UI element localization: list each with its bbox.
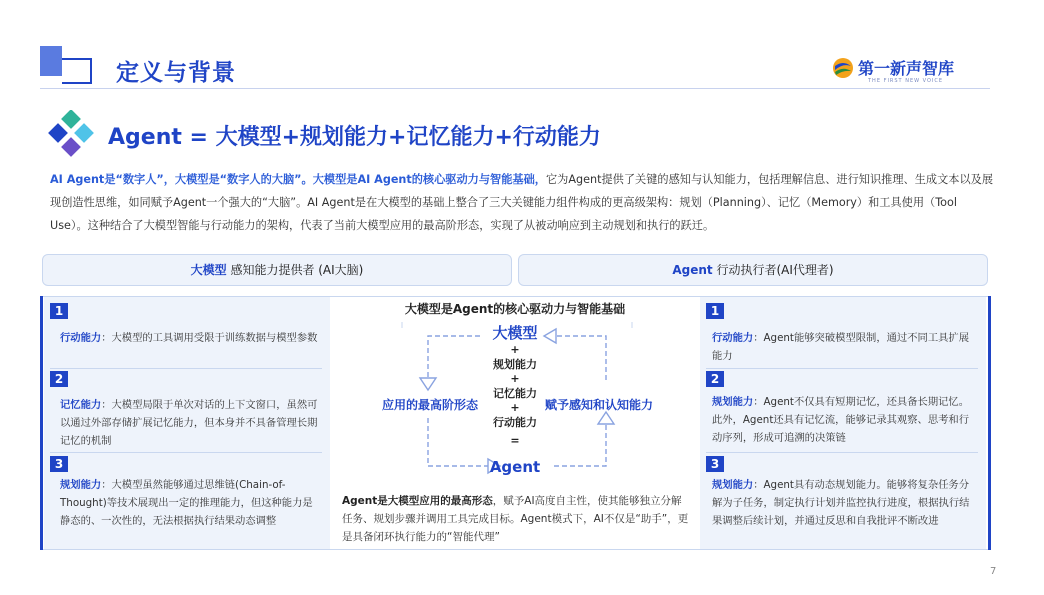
right-cycle-label: 赋予感知和认知能力 [545,398,654,412]
llm-role-key: 大模型 [190,263,227,277]
llm-point-1 [60,329,320,347]
agent-point-2-number: 2 [706,371,724,387]
agent-point-1-number: 1 [706,303,724,319]
llm-point-2 [60,396,320,450]
stack-plus-2: + [510,372,520,385]
brand-logo-icon [832,57,854,79]
agent-point-3-text: ：Agent具有动态规划能力。能够将复杂任务分解为子任务，制定执行计划并监控执行进度，根据执行结果调整后续计划，并通过反思和自我批评不断改进 [712,479,970,527]
agent-separator-2 [706,452,978,453]
stack-plus-1: + [510,343,520,356]
llm-role-bar [42,254,512,286]
agent-summary-bold: Agent是大模型应用的最高形态 [342,495,493,507]
header-decoration-bracket [62,58,92,84]
brand-subtitle: THE FIRST NEW VOICE [868,78,944,84]
agent-point-2-text: ：Agent不仅具有短期记忆，还具备长期记忆。此外，Agent还具有记忆流，能够记录其观察、思考和行动序列，形成可追溯的决策链 [712,396,970,444]
llm-role-text: 感知能力提供者 (AI大脑) [226,263,364,277]
agent-point-1 [712,329,976,365]
llm-point-1-text: ：大模型的工具调用受限于训练数据与模型参数 [101,332,318,344]
header-divider [40,88,990,89]
agent-summary [342,492,690,546]
llm-point-2-key: 记忆能力 [60,399,102,411]
diamond-cluster-icon [46,110,98,160]
llm-point-2-text: ：大模型局限于单次对话的上下文窗口，虽然可以通过外部存储扩展记忆能力，但本身并不具备管理长期记忆的机制 [60,399,318,447]
agent-point-3-key: 规划能力 [712,479,754,491]
stack-memory: 记忆能力 [493,387,537,400]
agent-summary-text: ，赋予AI高度自主性，使其能够独立分解任务、规划步骤并调用工具完成目标。Agent模式下，AI不仅是“助手”，更是具备闭环执行能力的“智能代理” [342,495,689,543]
page-number: 7 [990,566,997,577]
brand-name: 第一新声智库 [858,59,955,78]
llm-point-1-number: 1 [50,303,68,319]
stack-agent: Agent [489,458,541,476]
intro-highlight: AI Agent是“数字人”，大模型是“数字人的大脑”。大模型是AI Agent的核心驱动力与智能基础， [50,173,546,186]
formula-stack [470,322,560,447]
intro-body: 它为Agent提供了关键的感知与认知能力，包括理解信息、进行知识推理、生成文本以及展现创造性思维，如同赋予Agent一个强大的“大脑”。AI Agent是在大模型的基础上整合了三大关键能力组件构成的更高级架构：规划（Planning）、记忆（Memory）和工具使用（Tool Use）。这种结合了大模型智能与行动能力的架构，代表了当前大模型应用的最高阶形态，实现了从被动响应到主动规划和执行的跃迁。 [50,173,994,232]
frame-left-accent [40,296,43,550]
stack-llm: 大模型 [492,324,538,342]
llm-point-3 [60,476,320,530]
llm-point-1-key: 行动能力 [60,332,102,344]
frame-right-accent [988,296,991,550]
agent-point-3 [712,476,976,530]
page-title: 定义与背景 [116,60,236,86]
agent-point-1-text: ：Agent能够突破模型限制，通过不同工具扩展能力 [712,332,970,362]
header-decoration-block [40,46,62,76]
llm-point-2-number: 2 [50,371,68,387]
llm-point-3-key: 规划能力 [60,479,102,491]
center-title: 大模型是Agent的核心驱动力与智能基础 [404,302,626,316]
llm-separator-2 [50,452,322,453]
agent-point-1-key: 行动能力 [712,332,754,344]
stack-equals: = [510,434,520,447]
agent-point-2 [712,393,976,447]
agent-separator-1 [706,368,978,369]
left-cycle-label: 应用的最高阶形态 [382,398,479,412]
agent-role-bar [518,254,988,286]
agent-point-3-number: 3 [706,456,724,472]
stack-planning: 规划能力 [493,358,537,371]
stack-action: 行动能力 [493,416,537,429]
intro-paragraph [50,168,994,237]
frame-bottom [40,549,991,550]
headline-formula: Agent = 大模型+规划能力+记忆能力+行动能力 [108,125,601,150]
llm-separator-1 [50,368,322,369]
agent-role-key: Agent [672,263,713,277]
llm-point-3-text: ：大模型虽然能够通过思维链(Chain-of-Thought)等技术展现出一定的推理能力，但这种能力是静态的、一次性的，无法根据执行结果动态调整 [60,479,313,527]
llm-point-3-number: 3 [50,456,68,472]
agent-role-text: 行动执行者(AI代理者) [712,263,834,277]
agent-point-2-key: 规划能力 [712,396,754,408]
stack-plus-3: + [510,401,520,414]
